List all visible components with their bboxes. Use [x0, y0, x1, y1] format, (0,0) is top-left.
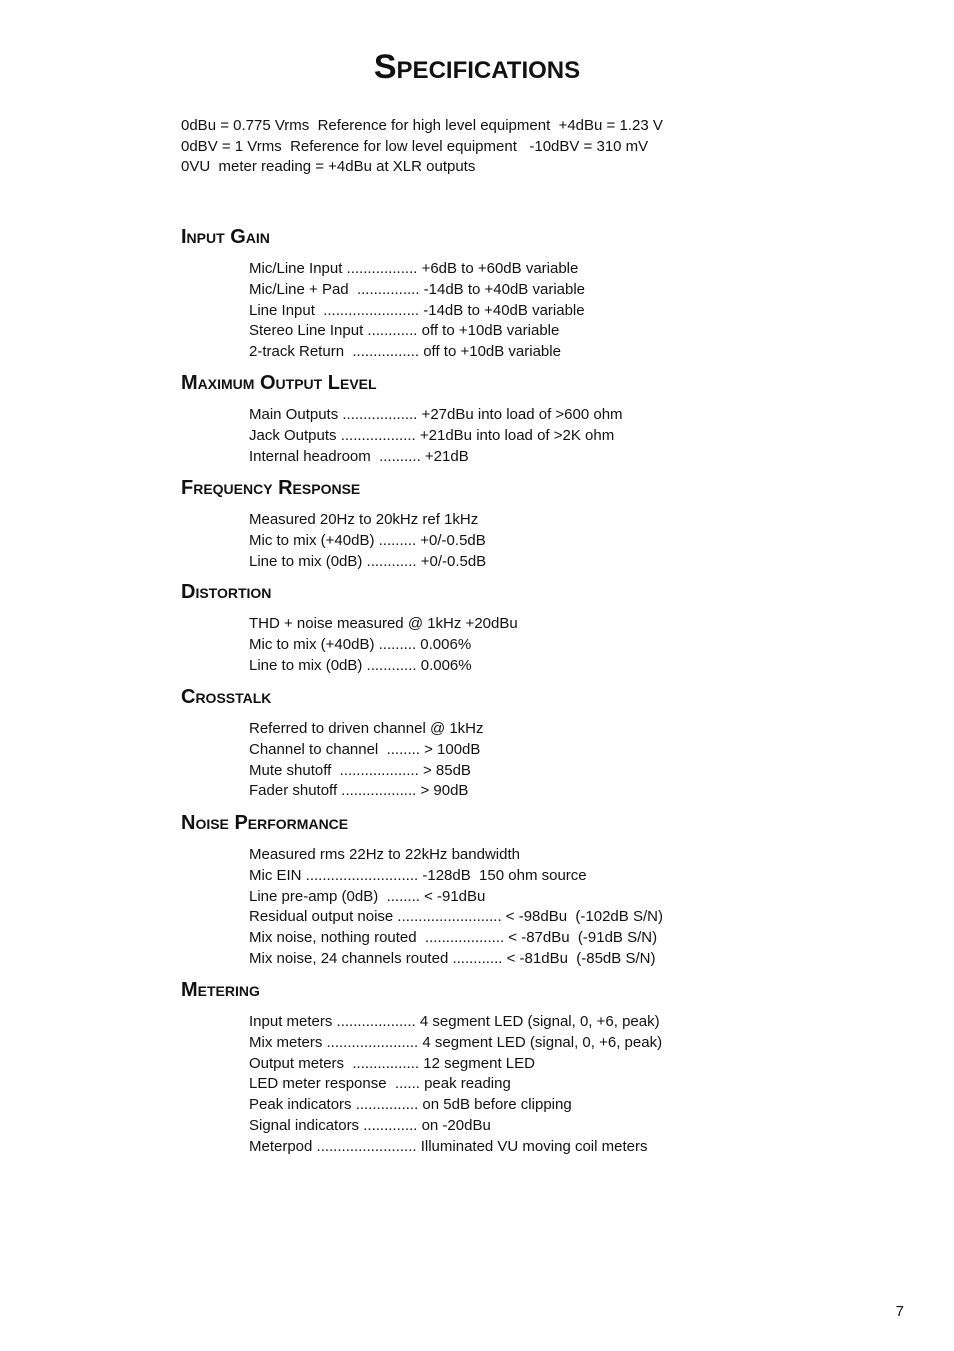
heading-crosstalk: Crosstalk — [181, 686, 272, 708]
section-input-gain — [249, 259, 585, 363]
reference-line-dbu: 0dBu = 0.775 Vrms Reference for high level equipment +4dBu = 1.23 V — [181, 117, 663, 134]
section-maximum-output-level — [249, 405, 623, 467]
spec-line: Line to mix (0dB) ............ 0.006% — [249, 656, 472, 674]
section-noise-performance — [249, 845, 663, 970]
heading-frequency-response: Frequency Response — [181, 477, 361, 499]
spec-line: Line pre-amp (0dB) ........ < -91dBu — [249, 887, 486, 905]
spec-line: THD + noise measured @ 1kHz +20dBu — [249, 615, 518, 632]
heading-noise-performance: Noise Performance — [181, 812, 349, 834]
spec-line: Mix noise, 24 channels routed ............ < -81dBu (-85dB S/N) — [249, 949, 656, 967]
spec-line: Fader shutoff .................. > 90dB — [249, 782, 469, 800]
heading-maximum-output-level: Maximum Output Level — [181, 372, 377, 394]
spec-line: Signal indicators ............. on -20dBu — [249, 1116, 491, 1134]
spec-line: Line to mix (0dB) ............ +0/-0.5dB — [249, 552, 487, 570]
page-title: Specifications — [373, 48, 581, 86]
reference-line-vu: 0VU meter reading = +4dBu at XLR outputs — [181, 158, 476, 176]
spec-line: Line Input ....................... -14dB to +40dB variable — [249, 301, 585, 319]
spec-line: Main Outputs .................. +27dBu into load of >600 ohm — [249, 406, 623, 423]
spec-line: Mute shutoff ................... > 85dB — [249, 761, 471, 779]
spec-line: Mix meters ...................... 4 segment LED (signal, 0, +6, peak) — [249, 1033, 663, 1051]
section-frequency-response — [249, 510, 486, 572]
page-number: 7 — [895, 1303, 904, 1320]
spec-line: Internal headroom .......... +21dB — [249, 447, 469, 465]
section-distortion — [249, 614, 518, 676]
spec-line: Residual output noise ......................... < -98dBu (-102dB S/N) — [249, 908, 663, 926]
section-metering — [249, 1012, 662, 1158]
spec-line: Input meters ................... 4 segment LED (signal, 0, +6, peak) — [249, 1013, 660, 1030]
heading-input-gain: Input Gain — [181, 226, 270, 248]
spec-line: Referred to driven channel @ 1kHz — [249, 720, 484, 737]
spec-line: Meterpod ........................ Illuminated VU moving coil meters — [249, 1137, 648, 1155]
spec-line: Jack Outputs .................. +21dBu into load of >2K ohm — [249, 426, 615, 444]
spec-line: Measured 20Hz to 20kHz ref 1kHz — [249, 511, 479, 528]
spec-line: Mic to mix (+40dB) ......... +0/-0.5dB — [249, 531, 486, 549]
spec-line: Output meters ................ 12 segment LED — [249, 1054, 535, 1072]
spec-line: Mic to mix (+40dB) ......... 0.006% — [249, 635, 472, 653]
reference-line-dbv: 0dBV = 1 Vrms Reference for low level equipment -10dBV = 310 mV — [181, 137, 649, 155]
spec-line: Mic EIN ........................... -128dB 150 ohm source — [249, 866, 587, 884]
spec-line: Mix noise, nothing routed ................... < -87dBu (-91dB S/N) — [249, 929, 658, 947]
heading-metering: Metering — [181, 979, 260, 1001]
spec-line: 2-track Return ................ off to +10dB variable — [249, 343, 561, 361]
spec-line: Peak indicators ............... on 5dB before clipping — [249, 1096, 572, 1114]
spec-line: Mic/Line + Pad ............... -14dB to +40dB variable — [249, 280, 586, 298]
section-crosstalk — [249, 719, 484, 802]
spec-line: Mic/Line Input ................. +6dB to +60dB variable — [249, 260, 579, 277]
spec-line: Measured rms 22Hz to 22kHz bandwidth — [249, 846, 520, 863]
spec-line: Channel to channel ........ > 100dB — [249, 740, 481, 758]
reference-levels — [181, 116, 663, 178]
spec-line: LED meter response ...... peak reading — [249, 1075, 511, 1093]
heading-distortion: Distortion — [181, 581, 272, 603]
spec-line: Stereo Line Input ............ off to +10dB variable — [249, 322, 560, 340]
